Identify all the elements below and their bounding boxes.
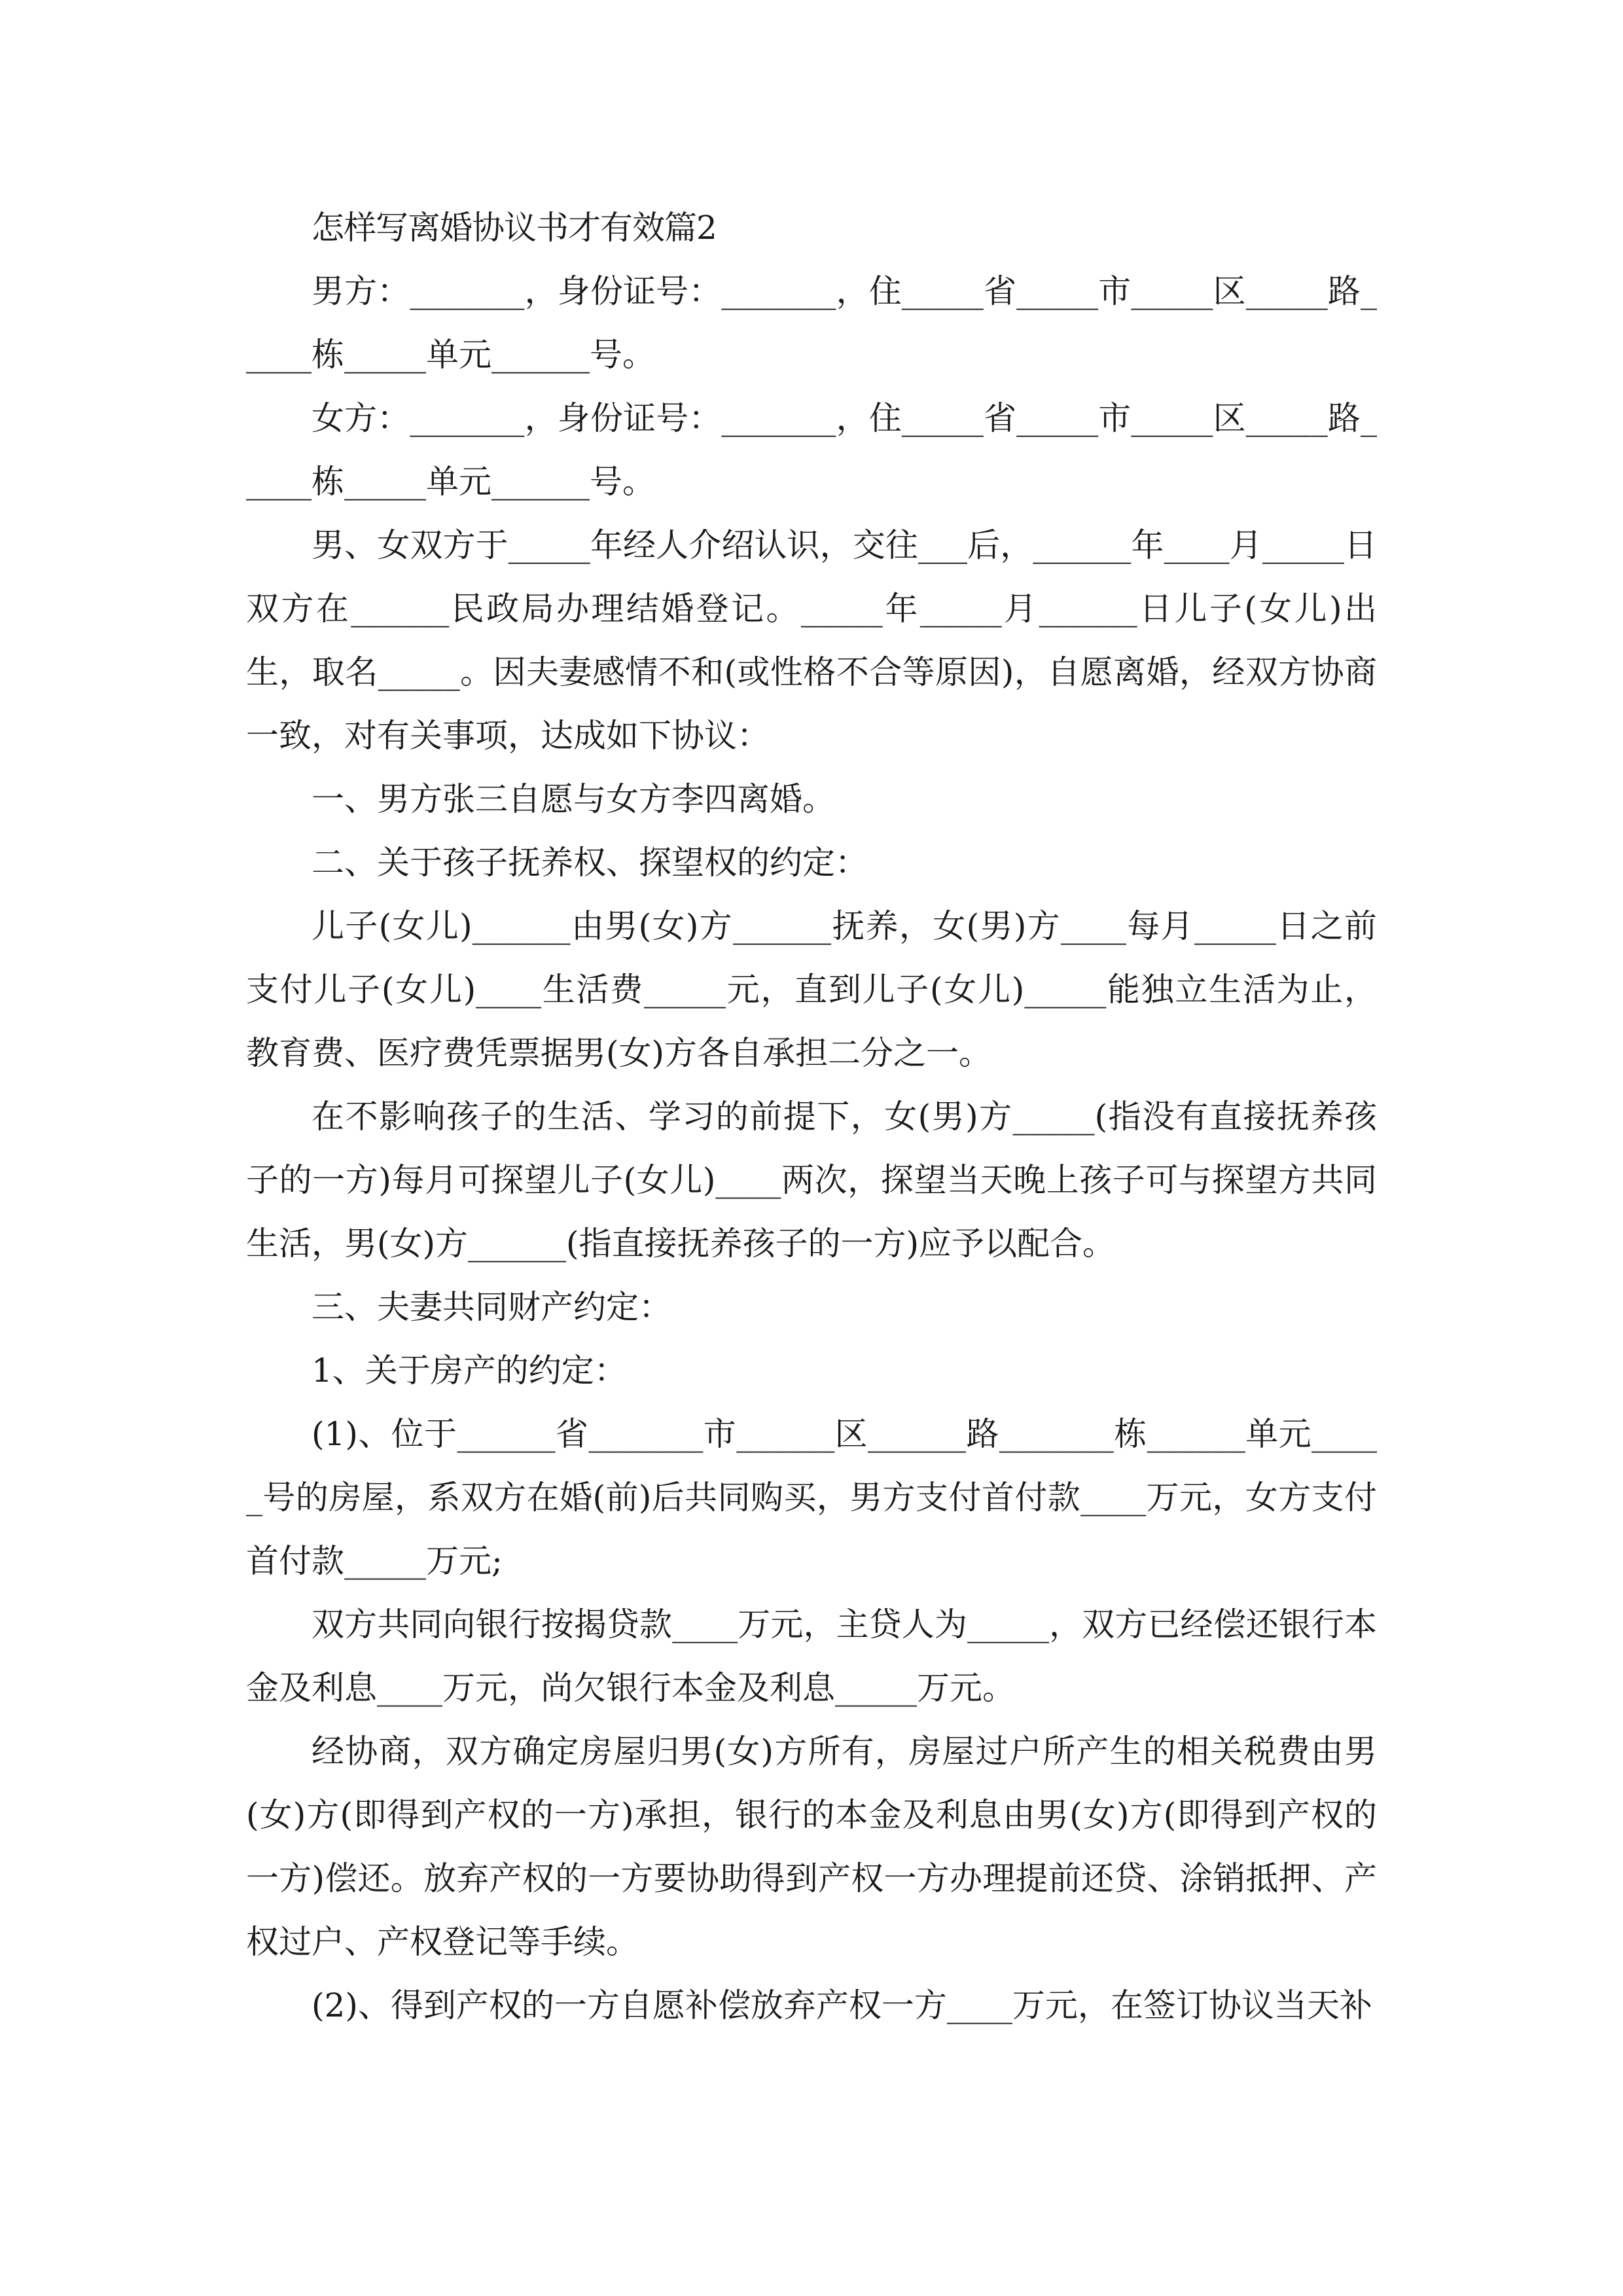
paragraph-visitation: 在不影响孩子的生活、学习的前提下，女(男)方_____(指没有直接抚养孩子的一方)每月可探望儿子(女儿)____两次，探望当天晚上孩子可与探望方共同生活，男(女)方______(指直接抚养孩子的一方)应予以配合。 [246, 1098, 1377, 1263]
paragraph-ownership: 经协商，双方确定房屋归男(女)方所有，房屋过户所产生的相关税费由男(女)方(即得到产权的一方)承担，银行的本金及利息由男(女)方(即得到产权的一方)偿还。放弃产权的一方要协助得到产权一方办理提前还贷、涂销抵押、产权过户、产权登记等手续。 [246, 1732, 1377, 1961]
paragraph-husband-info: 男方：_______，身份证号：_______，住_____省_____市_____区_____路_____栋_____单元______号。 [246, 272, 1377, 374]
paragraph-compensation: (2)、得到产权的一方自愿补偿放弃产权一方____万元，在签订协议当天补 [312, 1986, 1372, 2024]
document-page [246, 196, 1377, 2037]
paragraph-clause-3-heading: 三、夫妻共同财产约定： [312, 1288, 671, 1326]
paragraph-property-heading: 1、关于房产的约定： [312, 1352, 627, 1390]
paragraph-mortgage: 双方共同向银行按揭贷款____万元，主贷人为_____，双方已经偿还银行本金及利息____万元，尚欠银行本金及利息_____万元。 [246, 1605, 1377, 1707]
paragraph-property-location: (1)、位于______省_______市______区______路_______栋______单元_____号的房屋，系双方在婚(前)后共同购买，男方支付首付款____万元，女方支付首付款_____万元; [246, 1415, 1377, 1580]
paragraph-clause-2-heading: 二、关于孩子抚养权、探望权的约定： [312, 844, 868, 882]
paragraph-clause-1: 一、男方张三自愿与女方李四离婚。 [312, 780, 835, 818]
paragraph-custody: 儿子(女儿)______由男(女)方______抚养，女(男)方____每月_____日之前支付儿子(女儿)____生活费_____元，直到儿子(女儿)_____能独立生活为止，教育费、医疗费凭票据男(女)方各自承担二分之一。 [246, 907, 1377, 1072]
paragraph-wife-info: 女方：_______，身份证号：_______，住_____省_____市_____区_____路_____栋_____单元______号。 [246, 399, 1377, 501]
document-title: 怎样写离婚协议书才有效篇2 [312, 209, 717, 247]
paragraph-marriage-background: 男、女双方于_____年经人介绍认识，交往___后，______年____月_____日双方在______民政局办理结婚登记。_____年_____月______日儿子(女儿)出生，取名_____。因夫妻感情不和(或性格不合等原因)，自愿离婚，经双方协商一致，对有关事项，达成如下协议： [246, 526, 1377, 755]
